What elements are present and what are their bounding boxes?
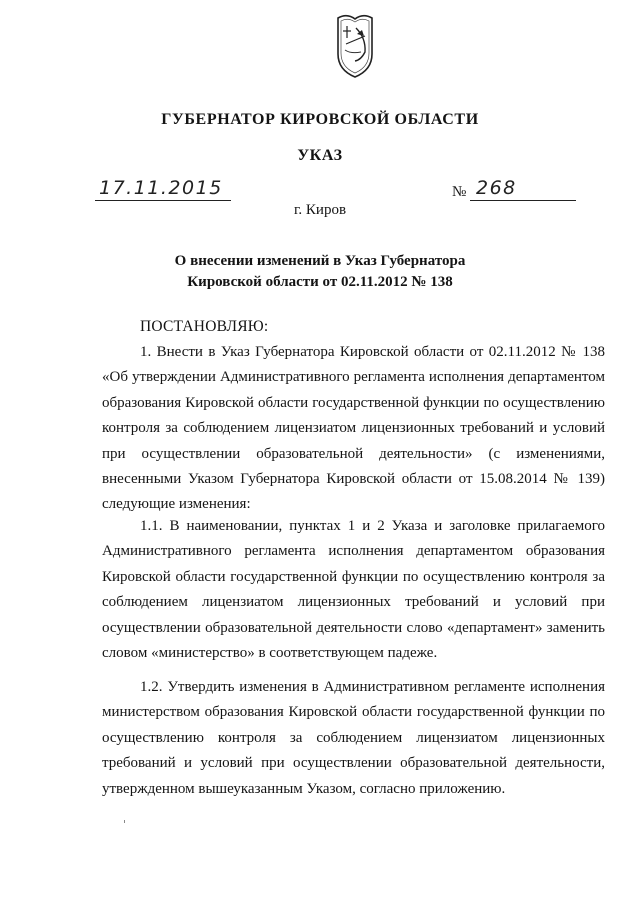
paragraph-1: 1. Внести в Указ Губернатора Кировской области от 02.11.2012 № 138 «Об утверждении Административного регламента исполнения департаментом образования Кировской области государственной функции по осуществлению контроля за соблюдением лицензиатом лицензионных требований и условий при осуществлении образовательной деятельности» (с изменениями, внесенными Указом Губернатора Кировской области от 15.08.2014 № 139) следующие изменения: [102, 344, 605, 513]
document-number: 268 [470, 176, 576, 201]
city: г. Киров [293, 202, 347, 218]
document-date: 17.11.2015 [95, 176, 231, 201]
subject-line-1: О внесении изменений в Указ Губернатора [174, 253, 466, 269]
paragraph-1-1: 1.1. В наименовании, пунктах 1 и 2 Указа и заголовке прилагаемого Административного регламента исполнения департаментом образования Кировской области государственной функции по осуществлению контроля за соблюдением лицензиатом лицензионных требований и условий при осуществлении образовательной деятельности слово «департамент» заменить словом «министерство» в соответствующем падеже. [102, 518, 605, 662]
paragraph-1-2: 1.2. Утвердить изменения в Административном регламенте исполнения министерством образования Кировской области государственной функции по осуществлению контроля за соблюдением лицензиатом лицензионных требований и условий при осуществлении образовательной деятельности, утвержденном вышеуказанным Указом, согласно приложению. [102, 679, 605, 797]
number-label: № [452, 184, 467, 200]
decree-word: ПОСТАНОВЛЯЮ: [140, 318, 269, 335]
document-subject [0, 251, 640, 293]
coat-of-arms-icon [331, 14, 379, 80]
scan-speck [124, 820, 125, 823]
document-type: УКАЗ [297, 147, 343, 164]
subject-line-2: Кировской области от 02.11.2012 № 138 [187, 274, 453, 290]
issuing-authority: ГУБЕРНАТОР КИРОВСКОЙ ОБЛАСТИ [161, 111, 479, 128]
